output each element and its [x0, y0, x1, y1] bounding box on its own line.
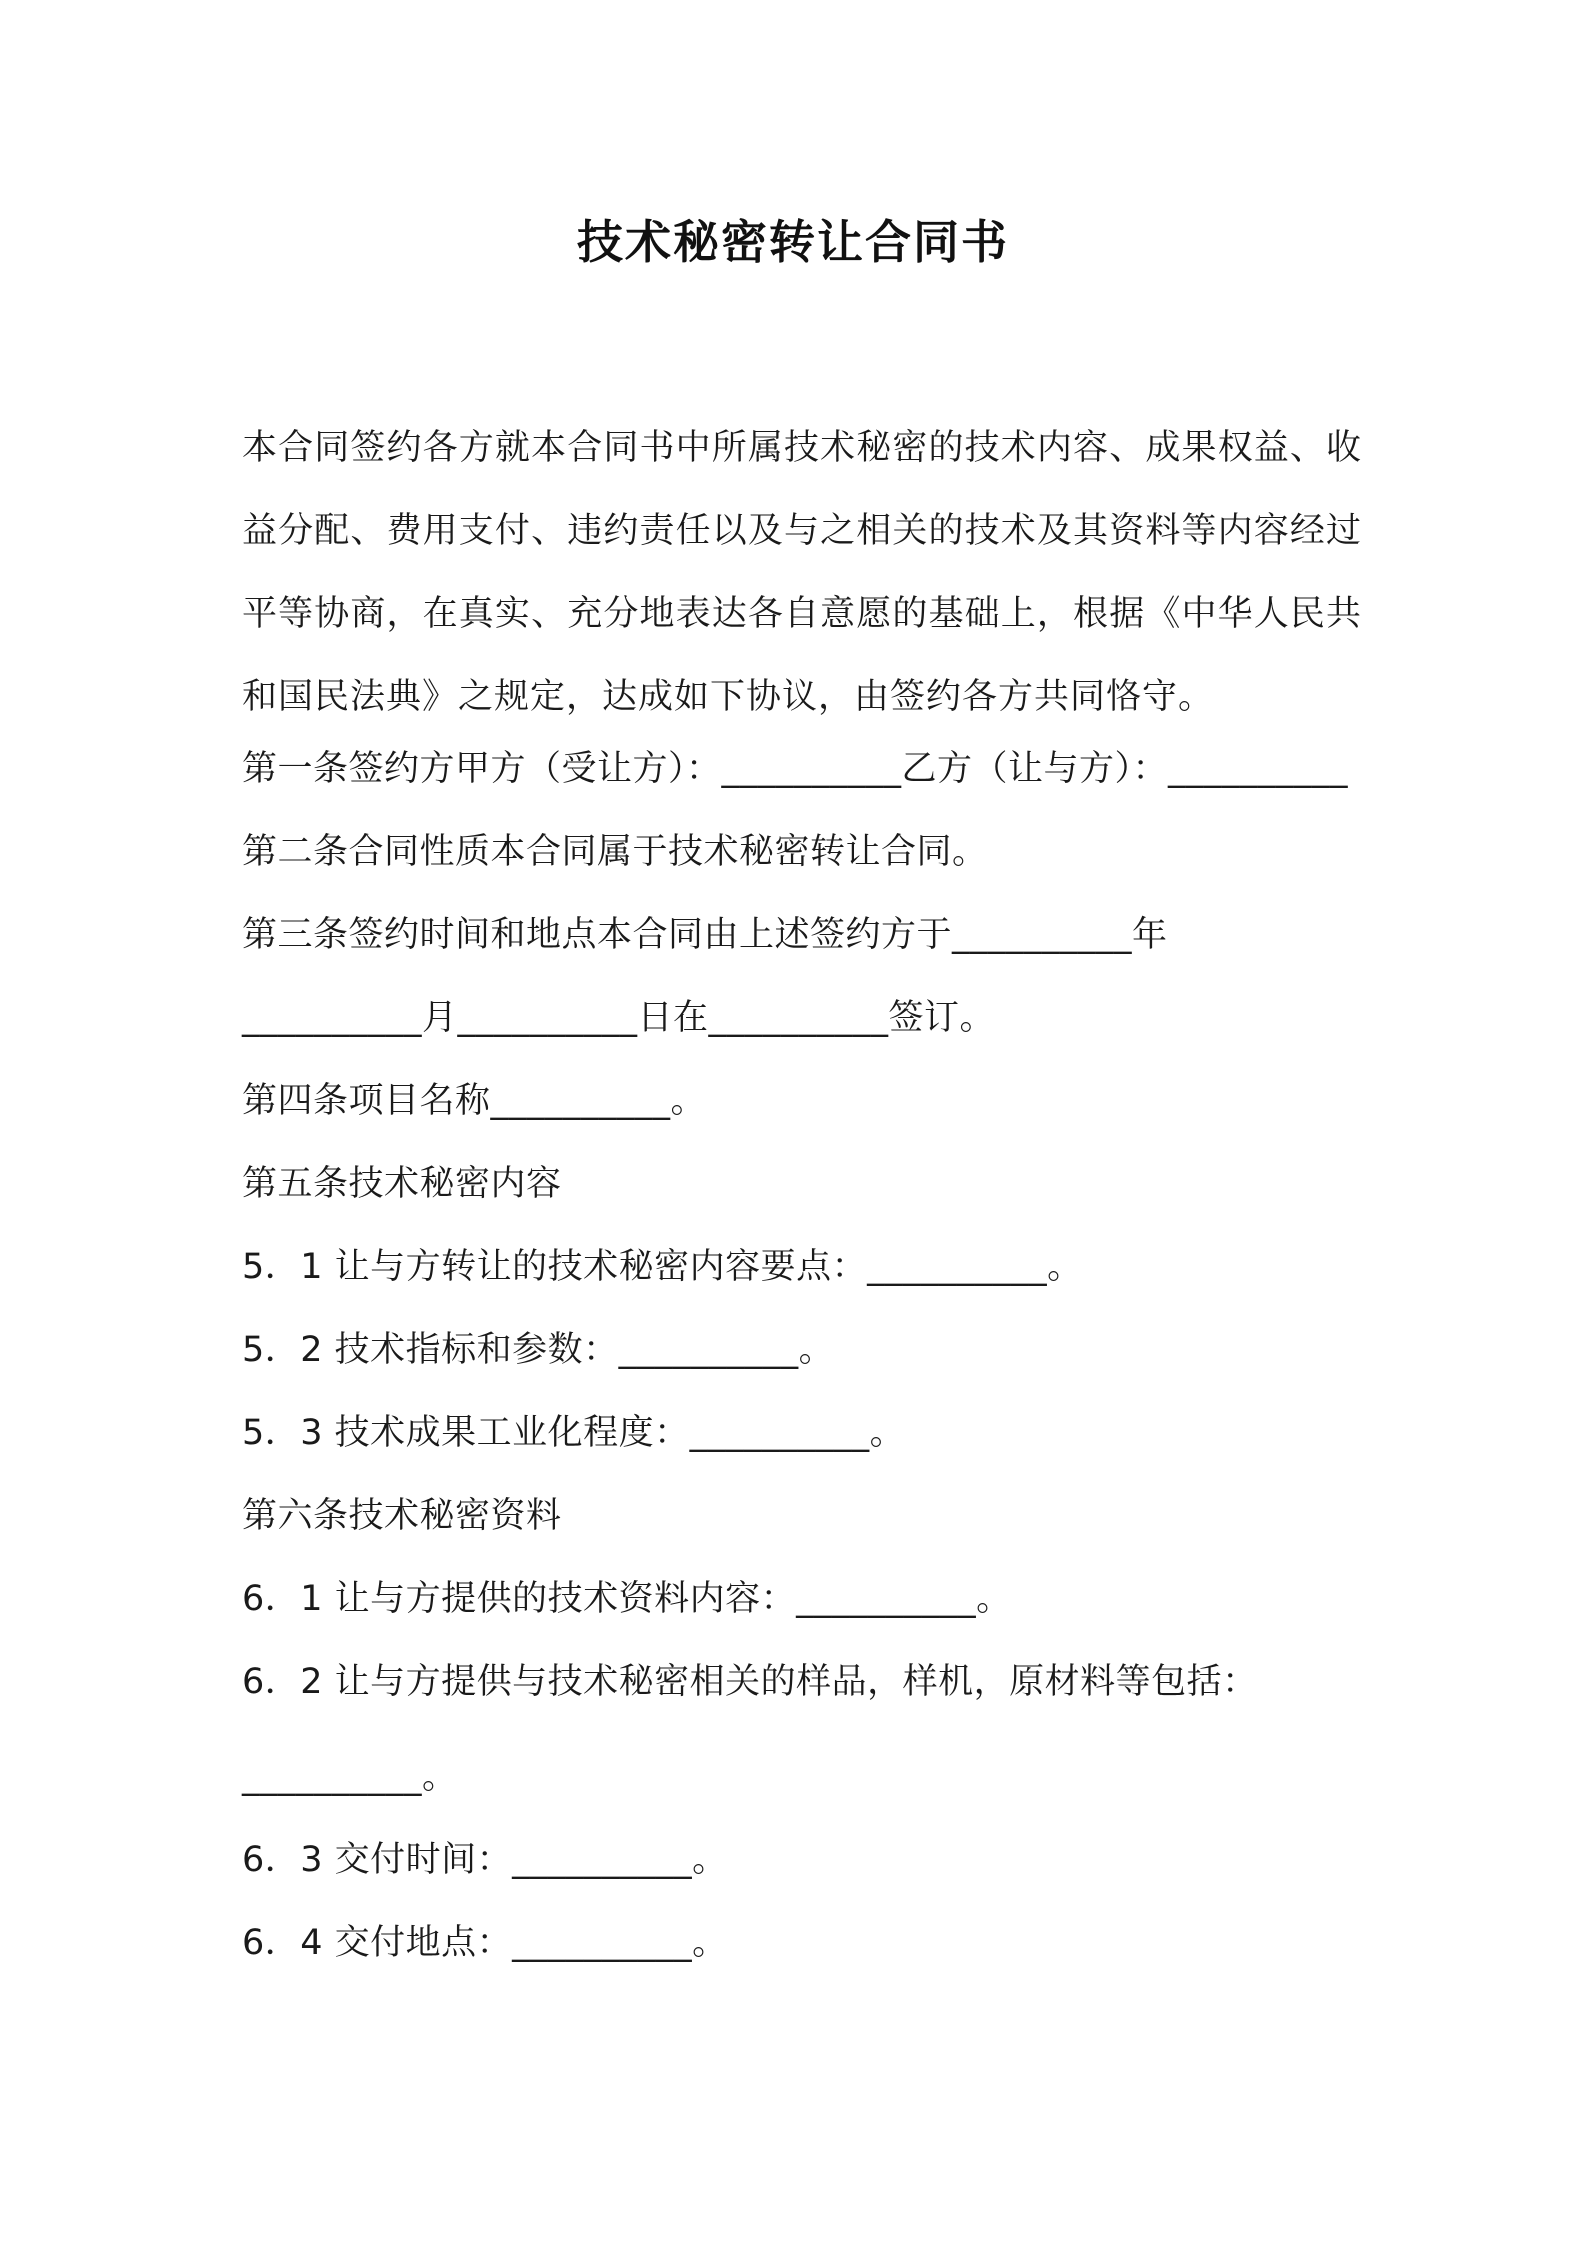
article-3-time-place: 第三条签约时间和地点本合同由上述签约方于__________年	[242, 915, 1168, 955]
clause-6-1: 6．1 让与方提供的技术资料内容：__________。	[242, 1579, 1012, 1619]
clause-5-2: 5．2 技术指标和参数：__________。	[242, 1330, 835, 1370]
clause-6-2-continuation: __________。	[242, 1757, 458, 1797]
article-2-nature: 第二条合同性质本合同属于技术秘密转让合同。	[242, 832, 988, 872]
clause-5-3: 5．3 技术成果工业化程度：__________。	[242, 1413, 906, 1453]
article-1-parties: 第一条签约方甲方（受让方）：__________乙方（让与方）：__________	[242, 749, 1349, 789]
clause-6-2: 6．2 让与方提供与技术秘密相关的样品，样机，原材料等包括：	[242, 1662, 1258, 1702]
article-6-heading: 第六条技术秘密资料	[242, 1496, 562, 1536]
article-5-heading: 第五条技术秘密内容	[242, 1164, 562, 1204]
clause-6-3: 6．3 交付时间：__________。	[242, 1840, 728, 1880]
document-title: 技术秘密转让合同书	[577, 215, 1009, 269]
intro-paragraph: 本合同签约各方就本合同书中所属技术秘密的技术内容、成果权益、收益分配、费用支付、违约责任以及与之相关的技术及其资料等内容经过平等协商，在真实、充分地表达各自意愿的基础上，根据《中华人民共和国民法典》之规定，达成如下协议，由签约各方共同恪守。	[242, 428, 1362, 717]
clause-6-4: 6．4 交付地点：__________。	[242, 1923, 728, 1963]
clause-5-1: 5．1 让与方转让的技术秘密内容要点：__________。	[242, 1247, 1083, 1287]
article-3-date-continuation: __________月__________日在__________签订。	[242, 998, 996, 1038]
article-4-project-name: 第四条项目名称__________。	[242, 1081, 707, 1121]
